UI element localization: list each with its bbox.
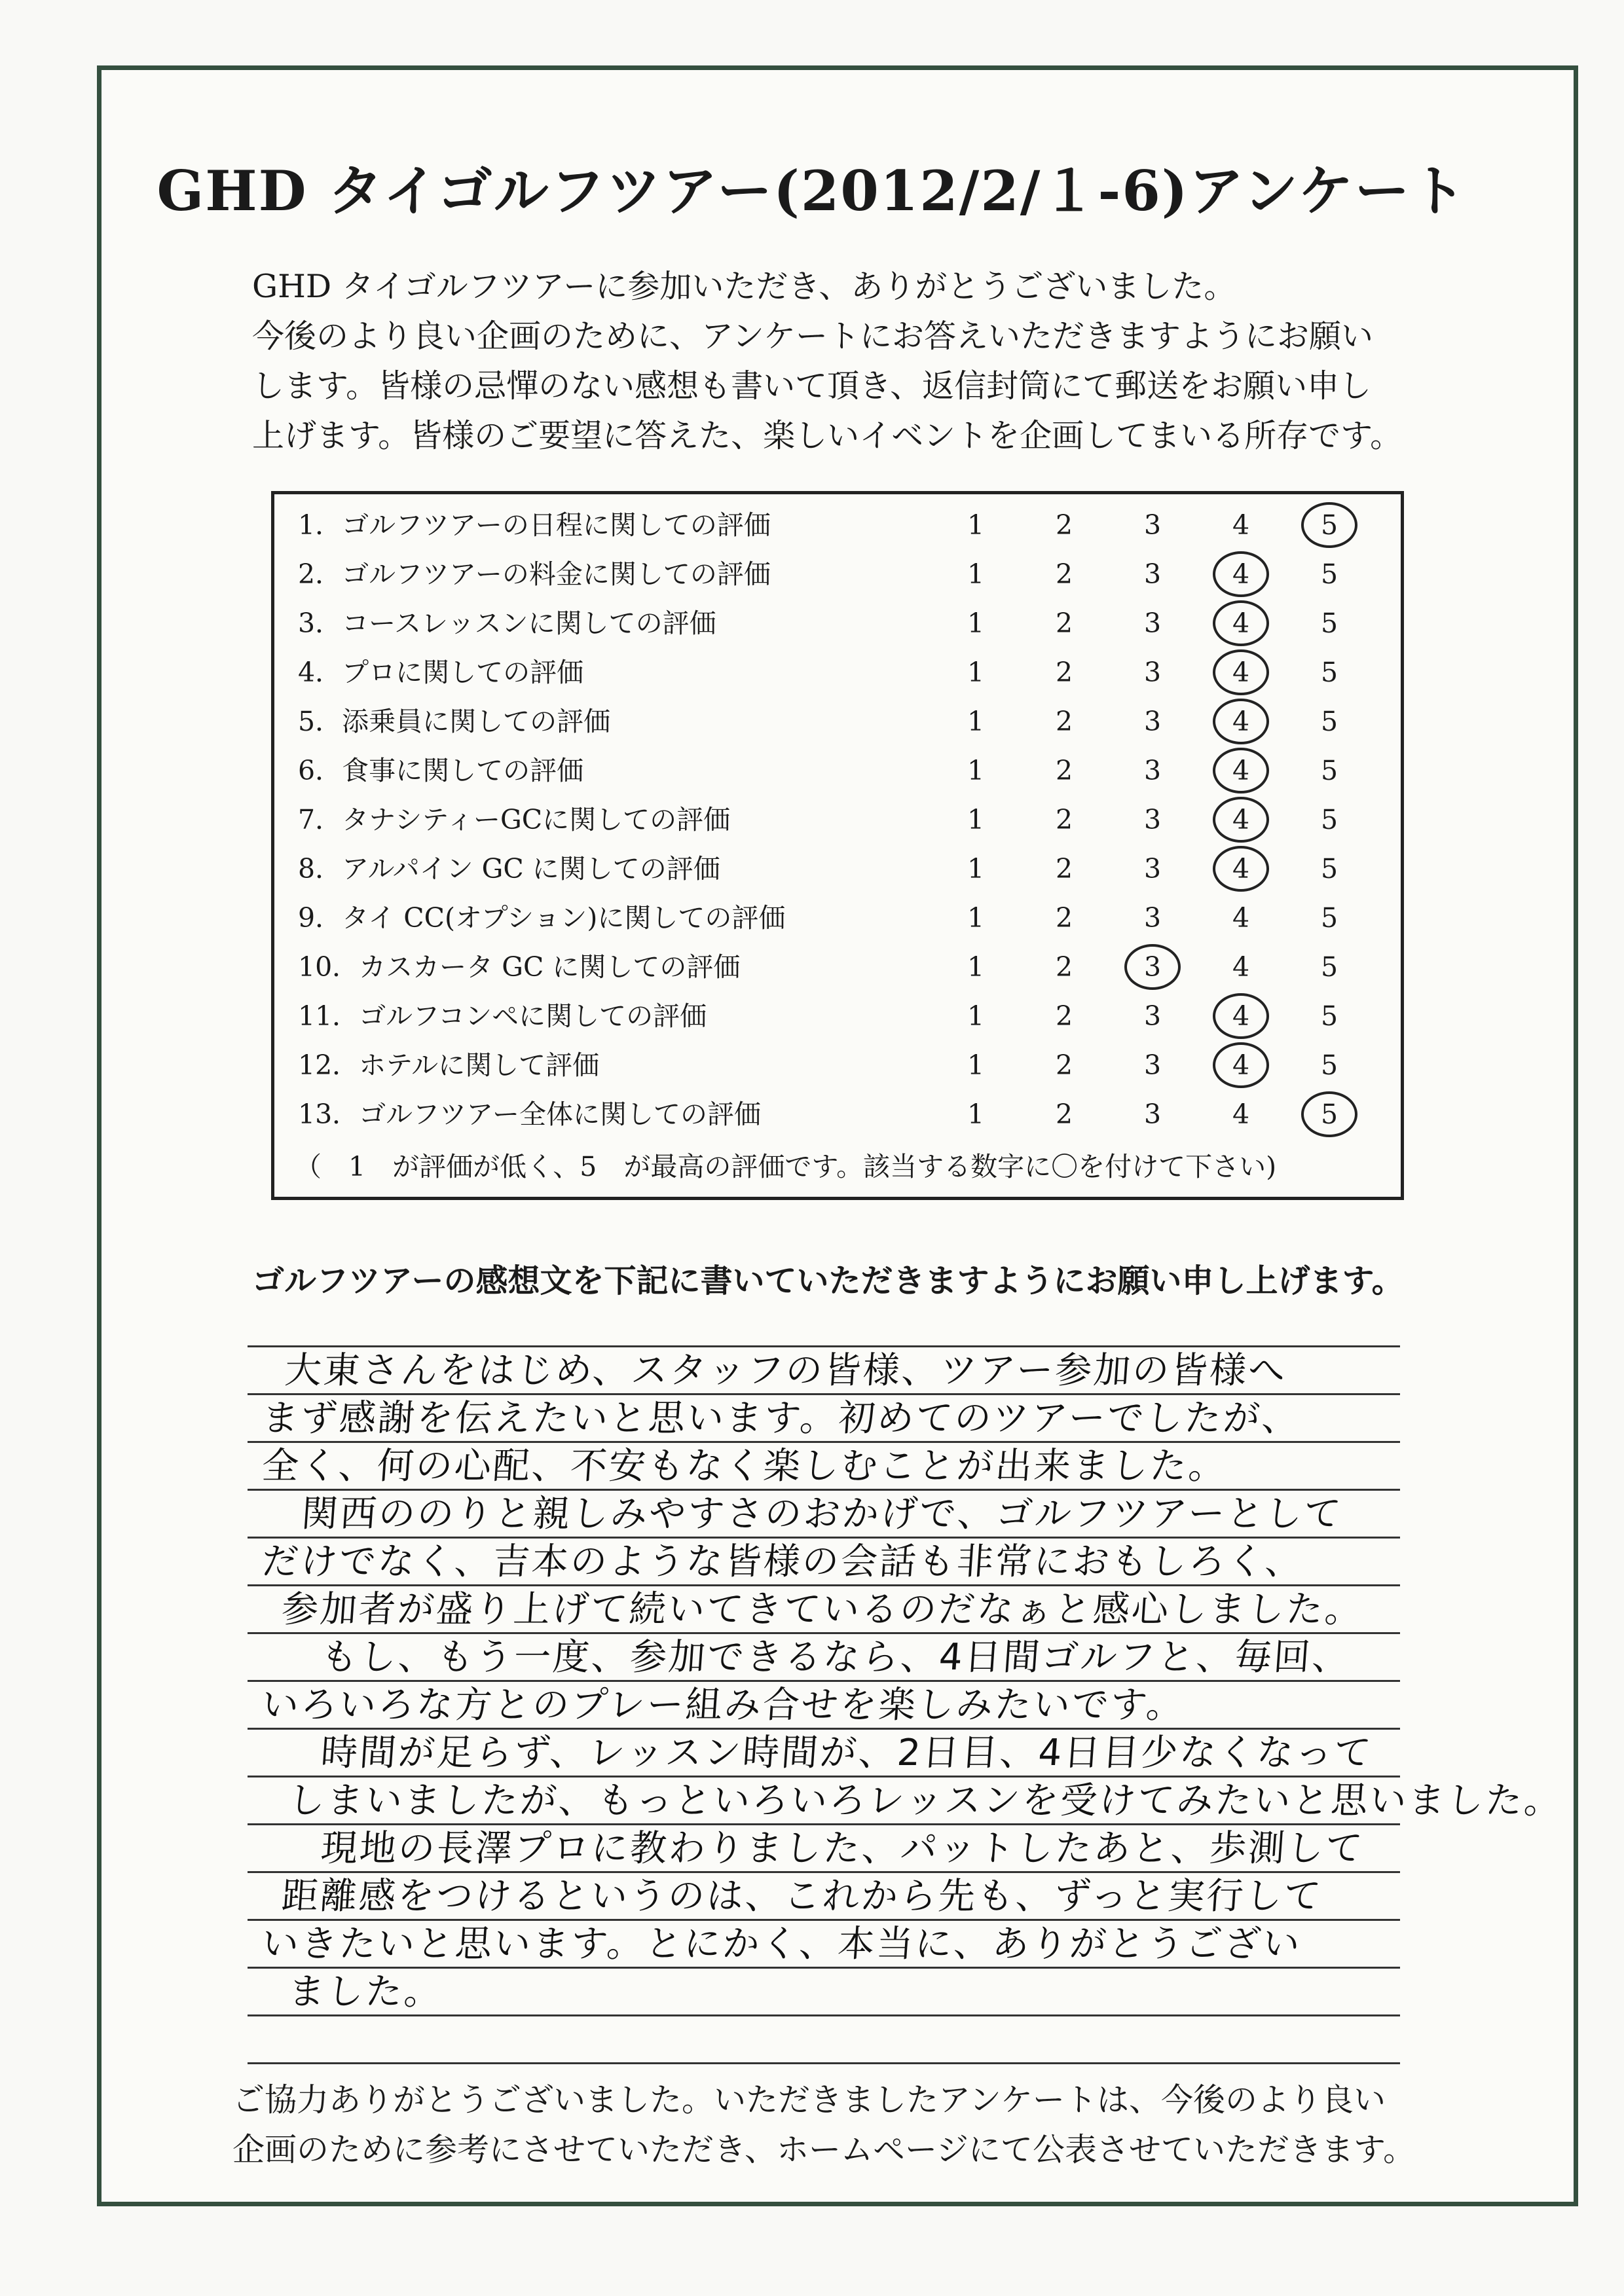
- ruled-line: [248, 1680, 1400, 1682]
- rating-option[interactable]: 4: [1232, 1000, 1250, 1032]
- comment-prompt: ゴルフツアーの感想文を下記に書いていただきますようにお願い申し上げます。: [252, 1262, 1404, 1300]
- rating-note: （ 1 が評価が低く、5 が最高の評価です。該当する数字に〇を付けて下さい): [295, 1151, 1277, 1182]
- ruled-line: [248, 1919, 1400, 1921]
- rating-option[interactable]: 1: [967, 755, 985, 786]
- rating-question-label: 3．コースレッスンに関しての評価: [298, 608, 716, 639]
- ruled-line: [248, 1967, 1400, 1969]
- rating-option[interactable]: 4: [1232, 509, 1250, 541]
- ruled-line: [248, 1393, 1400, 1395]
- footer-line: 企画のために参考にさせていただき、ホームページにて公表させていただきます。: [232, 2131, 1416, 2168]
- rating-option[interactable]: 4: [1232, 706, 1250, 737]
- rating-option[interactable]: 3: [1143, 608, 1162, 639]
- rating-option[interactable]: 4: [1232, 657, 1250, 688]
- rating-question-label: 2．ゴルフツアーの料金に関しての評価: [298, 558, 771, 590]
- rating-option[interactable]: 5: [1320, 853, 1338, 884]
- rating-question-label: 10．カスカータ GC に関しての評価: [298, 951, 741, 983]
- selected-circle-mark: [1213, 600, 1269, 646]
- rating-option[interactable]: 3: [1143, 804, 1162, 835]
- rating-option[interactable]: 3: [1143, 1099, 1162, 1130]
- rating-option[interactable]: 1: [967, 558, 985, 590]
- rating-option[interactable]: 2: [1055, 706, 1073, 737]
- rating-option[interactable]: 5: [1320, 755, 1338, 786]
- rating-row: [0, 795, 1624, 844]
- ruled-line: [248, 1728, 1400, 1730]
- ruled-line: [248, 1632, 1400, 1634]
- handwritten-comment-line: 現地の長澤プロに教わりました、パットしたあと、歩測して: [319, 1827, 1366, 1870]
- selected-circle-mark: [1213, 649, 1269, 695]
- rating-option[interactable]: 1: [967, 509, 985, 541]
- handwritten-comment-line: もし、もう一度、参加できるなら、4日間ゴルフと、毎回、: [319, 1636, 1352, 1679]
- handwritten-comment-line: 関西ののりと親しみやすさのおかげで、ゴルフツアーとして: [299, 1493, 1344, 1535]
- ruled-line: [248, 1345, 1400, 1347]
- rating-option[interactable]: 1: [967, 804, 985, 835]
- rating-option[interactable]: 4: [1232, 951, 1250, 983]
- rating-option[interactable]: 3: [1143, 1000, 1162, 1032]
- rating-option[interactable]: 4: [1232, 902, 1250, 934]
- selected-circle-mark: [1213, 551, 1269, 597]
- handwritten-comment-line: 大東さんをはじめ、スタッフの皆様、ツアー参加の皆様へ: [283, 1349, 1289, 1392]
- selected-circle-mark: [1124, 944, 1181, 990]
- rating-option[interactable]: 4: [1232, 1049, 1250, 1081]
- rating-option[interactable]: 2: [1055, 804, 1073, 835]
- rating-row: [0, 992, 1624, 1040]
- rating-option[interactable]: 2: [1055, 1000, 1073, 1032]
- rating-option[interactable]: 1: [967, 853, 985, 884]
- ruled-line: [248, 1441, 1400, 1443]
- footer-text: [232, 2075, 1415, 2175]
- rating-option[interactable]: 1: [967, 608, 985, 639]
- rating-question-label: 11．ゴルフコンペに関しての評価: [298, 1000, 707, 1032]
- rating-option[interactable]: 1: [967, 1049, 985, 1081]
- selected-circle-mark: [1213, 748, 1269, 793]
- ruled-line: [248, 1489, 1400, 1491]
- ruled-line: [248, 1584, 1400, 1586]
- rating-option[interactable]: 1: [967, 657, 985, 688]
- ruled-line: [248, 2014, 1400, 2016]
- rating-option[interactable]: 2: [1055, 1049, 1073, 1081]
- rating-option[interactable]: 5: [1320, 706, 1338, 737]
- rating-row: [0, 943, 1624, 991]
- rating-option[interactable]: 5: [1320, 902, 1338, 934]
- rating-option[interactable]: 4: [1232, 804, 1250, 835]
- rating-option[interactable]: 2: [1055, 853, 1073, 884]
- rating-row: [0, 1041, 1624, 1089]
- rating-row: [0, 894, 1624, 942]
- rating-option[interactable]: 1: [967, 1099, 985, 1130]
- rating-option[interactable]: 4: [1232, 755, 1250, 786]
- rating-option[interactable]: 3: [1143, 558, 1162, 590]
- rating-question-label: 13．ゴルフツアー全体に関しての評価: [298, 1099, 761, 1130]
- rating-row: [0, 550, 1624, 598]
- rating-option[interactable]: 1: [967, 951, 985, 983]
- rating-option[interactable]: 3: [1143, 902, 1162, 934]
- ruled-line: [248, 2062, 1400, 2064]
- rating-option[interactable]: 5: [1320, 1000, 1338, 1032]
- handwritten-comment-line: まず感謝を伝えたいと思います。初めてのツアーでしたが、: [260, 1397, 1302, 1440]
- selected-circle-mark: [1213, 846, 1269, 892]
- rating-question-label: 12．ホテルに関して評価: [298, 1049, 600, 1081]
- footer-line: ご協力ありがとうございました。いただきましたアンケートは、今後のより良い: [232, 2081, 1386, 2119]
- selected-circle-mark: [1213, 797, 1269, 843]
- rating-row: [0, 648, 1624, 697]
- handwritten-comment-line: 距離感をつけるというのは、これから先も、ずっと実行して: [280, 1875, 1324, 1918]
- ruled-line: [248, 1823, 1400, 1825]
- intro-line: します。皆様の忌憚のない感想も書いて頂き、返信封筒にて郵送をお願い申し: [252, 367, 1372, 405]
- handwritten-comment-line: 全く、何の心配、不安もなく楽しむことが出来ました。: [260, 1445, 1229, 1487]
- selected-circle-mark: [1301, 502, 1357, 548]
- rating-row: [0, 501, 1624, 549]
- rating-question-label: 4．プロに関しての評価: [298, 657, 584, 688]
- rating-option[interactable]: 1: [967, 706, 985, 737]
- rating-option[interactable]: 5: [1320, 804, 1338, 835]
- rating-option[interactable]: 3: [1143, 755, 1162, 786]
- selected-circle-mark: [1213, 699, 1269, 744]
- rating-option[interactable]: 5: [1320, 951, 1338, 983]
- rating-option[interactable]: 3: [1143, 853, 1162, 884]
- selected-circle-mark: [1213, 993, 1269, 1039]
- handwritten-comment-line: しまいましたが、もっといろいろレッスンを受けてみたいと思いました。: [286, 1779, 1564, 1822]
- page-title: GHD タイゴルフツアー(2012/2/１-6)アンケート: [157, 158, 1467, 223]
- rating-question-label: 9．タイ CC(オプション)に関しての評価: [298, 902, 786, 934]
- ruled-line: [248, 1776, 1400, 1777]
- selected-circle-mark: [1301, 1091, 1357, 1137]
- rating-option[interactable]: 3: [1143, 509, 1162, 541]
- rating-option[interactable]: 1: [967, 1000, 985, 1032]
- rating-option[interactable]: 5: [1320, 657, 1338, 688]
- intro-line: 上げます。皆様のご要望に答えた、楽しいイベントを企画してまいる所存です。: [252, 417, 1403, 454]
- rating-option[interactable]: 2: [1055, 657, 1073, 688]
- rating-row: [0, 599, 1624, 647]
- rating-row: [0, 1090, 1624, 1139]
- intro-line: 今後のより良い企画のために、アンケートにお答えいただきますようにお願い: [252, 318, 1374, 355]
- handwritten-comment-line: 参加者が盛り上げて続いてきているのだなぁと感心しました。: [280, 1588, 1365, 1631]
- intro-line: GHD タイゴルフツアーに参加いただき、ありがとうございました。: [252, 268, 1236, 305]
- rating-question-label: 1．ゴルフツアーの日程に関しての評価: [298, 509, 771, 541]
- rating-question-label: 7．タナシティーGCに関しての評価: [298, 804, 731, 835]
- rating-option[interactable]: 1: [967, 902, 985, 934]
- rating-option[interactable]: 3: [1143, 706, 1162, 737]
- rating-option[interactable]: 2: [1055, 558, 1073, 590]
- rating-option[interactable]: 5: [1320, 1049, 1338, 1081]
- handwritten-comment-line: いろいろな方とのプレー組み合せを楽しみたいです。: [260, 1684, 1187, 1726]
- rating-row: [0, 697, 1624, 746]
- rating-question-label: 8．アルパイン GC に関しての評価: [298, 853, 720, 884]
- rating-option[interactable]: 5: [1320, 1099, 1338, 1130]
- rating-option[interactable]: 4: [1232, 558, 1250, 590]
- handwritten-comment-line: 時間が足らず、レッスン時間が、2日目、4日目少なくなって: [319, 1732, 1375, 1774]
- rating-option[interactable]: 2: [1055, 1099, 1073, 1130]
- rating-option[interactable]: 3: [1143, 951, 1162, 983]
- rating-option[interactable]: 3: [1143, 1049, 1162, 1081]
- rating-option[interactable]: 4: [1232, 1099, 1250, 1130]
- rating-option[interactable]: 4: [1232, 853, 1250, 884]
- selected-circle-mark: [1213, 1042, 1269, 1088]
- rating-option[interactable]: 2: [1055, 509, 1073, 541]
- handwritten-comment-line: いきたいと思います。とにかく、本当に、ありがとうござい: [260, 1923, 1303, 1965]
- rating-question-label: 5．添乗員に関しての評価: [298, 706, 611, 737]
- rating-option[interactable]: 5: [1320, 509, 1338, 541]
- rating-row: [0, 845, 1624, 893]
- ruled-line: [248, 1537, 1400, 1539]
- handwritten-comment-line: ました。: [286, 1971, 445, 2013]
- rating-option[interactable]: 5: [1320, 608, 1338, 639]
- rating-option[interactable]: 2: [1055, 902, 1073, 934]
- rating-option[interactable]: 2: [1055, 608, 1073, 639]
- rating-option[interactable]: 5: [1320, 558, 1338, 590]
- rating-option[interactable]: 2: [1055, 951, 1073, 983]
- intro-text: [252, 262, 1431, 461]
- rating-option[interactable]: 3: [1143, 657, 1162, 688]
- rating-option[interactable]: 4: [1232, 608, 1250, 639]
- rating-option[interactable]: 2: [1055, 755, 1073, 786]
- rating-question-label: 6．食事に関しての評価: [298, 755, 584, 786]
- ruled-line: [248, 1871, 1400, 1873]
- rating-row: [0, 746, 1624, 795]
- handwritten-comment-line: だけでなく、吉本のような皆様の会話も非常におもしろく、: [260, 1540, 1306, 1583]
